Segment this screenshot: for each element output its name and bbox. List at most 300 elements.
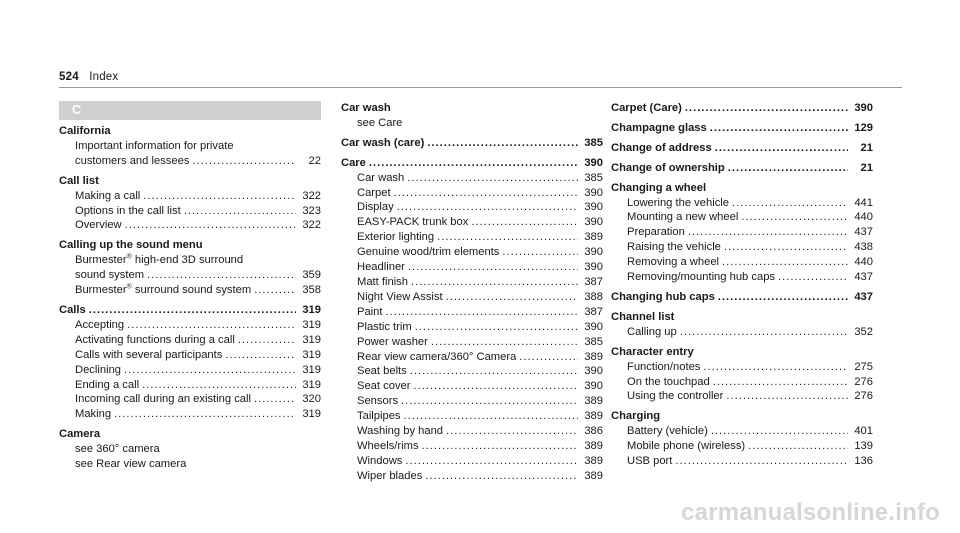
page-reference[interactable]: [851, 225, 873, 240]
entry-text: [59, 125, 111, 137]
page-reference[interactable]: [851, 325, 873, 340]
index-subentry: [611, 196, 873, 211]
index-subentry: [341, 171, 603, 186]
dot-leader: [386, 305, 579, 320]
page-number: 524: [59, 71, 79, 83]
page-link[interactable]: 440: [854, 211, 873, 224]
entry-text: [357, 215, 468, 230]
index-subentry: [59, 363, 321, 378]
dot-leader: [410, 364, 578, 379]
page-reference[interactable]: [581, 409, 603, 424]
dot-leader: [369, 156, 578, 171]
entry-label: California: [59, 125, 111, 137]
entry-text: [357, 186, 391, 201]
dot-leader: [415, 320, 578, 335]
dot-leader: [404, 409, 578, 424]
index-subentry: [59, 139, 321, 154]
page-reference[interactable]: [851, 389, 873, 404]
entry-label: Ending a call: [75, 378, 140, 391]
page-reference[interactable]: [851, 161, 873, 176]
page-link[interactable]: 390: [584, 365, 603, 378]
entry-text: [611, 161, 725, 176]
entry-text: [627, 439, 745, 454]
page-reference[interactable]: [581, 230, 603, 245]
page-reference[interactable]: [851, 270, 873, 285]
page-reference[interactable]: [851, 255, 873, 270]
dot-leader: [411, 275, 578, 290]
dot-leader: [703, 360, 848, 375]
dot-leader: [142, 378, 296, 393]
dot-leader: [685, 101, 848, 116]
page-reference[interactable]: [851, 141, 873, 156]
entry-label: Seat cover: [357, 380, 411, 393]
entry-label: Power washer: [357, 335, 428, 348]
index-heading: [611, 101, 873, 116]
entry-text: [357, 364, 407, 379]
index-subentry: [611, 255, 873, 270]
page-reference[interactable]: [581, 290, 603, 305]
page-link[interactable]: 389: [584, 410, 603, 423]
page-link[interactable]: 389: [584, 439, 603, 452]
entry-text: [341, 136, 424, 151]
dot-leader: [675, 454, 848, 469]
entry-text: [59, 175, 99, 187]
index-subentry: [611, 210, 873, 225]
index-column-2: [341, 101, 603, 484]
entry-text: [75, 189, 140, 204]
entry-label: Character entry: [611, 345, 694, 358]
page-reference[interactable]: [851, 196, 873, 211]
dot-leader: [254, 283, 296, 298]
entry-label: sound system: [75, 269, 145, 282]
page-link[interactable]: 390: [584, 186, 603, 199]
entry-label: Important information for private: [75, 139, 234, 152]
entry-label: EASY-PACK trunk box: [357, 216, 469, 229]
page-reference[interactable]: [851, 439, 873, 454]
entry-label: see Care: [357, 116, 403, 129]
entry-text: [627, 325, 677, 340]
index-subentry: [59, 204, 321, 219]
entry-label: Mounting a new wheel: [627, 211, 739, 224]
entry-text: [75, 333, 235, 348]
page-reference[interactable]: [581, 439, 603, 454]
entry-label-cont: high-end 3D surround: [131, 254, 244, 267]
page-link[interactable]: 389: [584, 395, 603, 408]
entry-label: Paint: [357, 305, 383, 318]
page-reference[interactable]: [581, 275, 603, 290]
page-reference[interactable]: [581, 156, 603, 171]
index-subentry: [341, 230, 603, 245]
entry-label: Channel list: [611, 310, 675, 323]
page-link[interactable]: 358: [302, 284, 321, 297]
entry-label: Genuine wood/trim elements: [357, 246, 500, 259]
index-subentry: [611, 225, 873, 240]
index-subentry: [59, 253, 321, 268]
entry-text: [75, 443, 160, 455]
entry-text: [75, 318, 124, 333]
page-reference[interactable]: [851, 375, 873, 390]
page-reference[interactable]: [851, 210, 873, 225]
page-link[interactable]: 386: [584, 425, 603, 438]
entry-text: [627, 270, 775, 285]
page-reference[interactable]: [299, 303, 321, 318]
dot-leader: [724, 240, 848, 255]
page-reference[interactable]: [851, 360, 873, 375]
entry-text: [357, 379, 410, 394]
page-link[interactable]: 276: [854, 390, 873, 403]
page-reference[interactable]: [581, 136, 603, 151]
page-link[interactable]: 319: [302, 348, 321, 361]
dot-leader: [114, 407, 296, 422]
dot-leader: [408, 260, 578, 275]
entry-text: [627, 255, 719, 270]
index-subentry: [341, 200, 603, 215]
index-heading: [611, 345, 873, 360]
page-reference[interactable]: [299, 268, 321, 283]
index-subentry: [611, 240, 873, 255]
dot-leader: [254, 392, 296, 407]
page-reference[interactable]: [299, 189, 321, 204]
page-link[interactable]: 319: [302, 363, 321, 376]
entry-label: Call list: [59, 174, 99, 187]
page-link[interactable]: 129: [854, 121, 873, 134]
page-link[interactable]: 352: [854, 325, 873, 338]
page-link[interactable]: 389: [584, 469, 603, 482]
entry-text: [357, 290, 443, 305]
page-link[interactable]: 440: [854, 256, 873, 269]
entry-label: Burmester: [75, 284, 127, 297]
dot-leader: [401, 394, 578, 409]
page-reference[interactable]: [581, 364, 603, 379]
dot-leader: [238, 333, 296, 348]
dot-leader: [147, 268, 296, 283]
page-reference[interactable]: [581, 305, 603, 320]
page-reference[interactable]: [299, 348, 321, 363]
page-link[interactable]: 437: [854, 271, 873, 284]
index-heading: [611, 161, 873, 176]
entry-label: Exterior lighting: [357, 231, 435, 244]
dot-leader: [394, 186, 578, 201]
page-link[interactable]: 390: [854, 102, 873, 114]
entry-label: Using the controller: [627, 390, 724, 403]
dot-leader: [726, 389, 848, 404]
page-link[interactable]: 441: [854, 196, 873, 209]
entry-label: Wheels/rims: [357, 439, 419, 452]
page-link[interactable]: 319: [302, 333, 321, 346]
page-link[interactable]: 322: [302, 219, 321, 232]
entry-text: [627, 389, 723, 404]
entry-text: [611, 410, 660, 422]
page-reference[interactable]: [851, 290, 873, 305]
page-link[interactable]: 136: [854, 455, 873, 468]
entry-label: Making: [75, 408, 112, 421]
entry-label: Calls with several participants: [75, 348, 223, 361]
page-link[interactable]: 139: [854, 440, 873, 453]
entry-label: Calls: [59, 303, 86, 316]
entry-label: Care: [341, 156, 366, 169]
entry-text: [75, 458, 186, 470]
entry-text: [59, 428, 100, 440]
index-heading: [59, 238, 321, 253]
section-letter: C: [59, 101, 321, 120]
index-subentry: [341, 439, 603, 454]
index-subentry: [59, 378, 321, 393]
dot-leader: [741, 210, 848, 225]
dot-leader: [127, 318, 296, 333]
index-subentry: [611, 360, 873, 375]
page-link[interactable]: 390: [584, 216, 603, 229]
entry-text: [611, 290, 715, 305]
index-subentry: [611, 375, 873, 390]
page-reference[interactable]: [581, 454, 603, 469]
dot-leader: [143, 189, 296, 204]
entry-text: [611, 101, 682, 116]
entry-label: Removing a wheel: [627, 256, 720, 269]
page-link[interactable]: 319: [302, 303, 321, 316]
page-link[interactable]: 385: [584, 335, 603, 348]
page-link[interactable]: 22: [308, 154, 321, 167]
page-reference[interactable]: [299, 318, 321, 333]
page-link[interactable]: 387: [584, 305, 603, 318]
index-subentry: [59, 457, 321, 472]
header-divider: [59, 87, 902, 88]
dot-leader: [225, 348, 296, 363]
index-heading: [611, 181, 873, 196]
entry-text: [357, 171, 404, 186]
page-reference[interactable]: [581, 186, 603, 201]
entry-label: Options in the call list: [75, 204, 181, 217]
page-reference[interactable]: [581, 245, 603, 260]
entry-text: [75, 218, 122, 233]
page-reference[interactable]: [581, 215, 603, 230]
entry-text: [627, 196, 729, 211]
page-reference[interactable]: [299, 407, 321, 422]
entry-label: Matt finish: [357, 275, 408, 288]
dot-leader: [437, 230, 578, 245]
index-heading: [341, 156, 603, 171]
entry-text: [75, 378, 139, 393]
page-link[interactable]: 437: [854, 290, 873, 303]
page-reference[interactable]: [581, 350, 603, 365]
index-subentry: [611, 454, 873, 469]
index-subentry: [341, 394, 603, 409]
entry-label: Overview: [75, 219, 122, 232]
index-subentry: [611, 270, 873, 285]
index-column-3: [611, 101, 873, 469]
page-link[interactable]: 390: [584, 320, 603, 333]
page-link[interactable]: 401: [854, 425, 873, 438]
index-subentry: [341, 275, 603, 290]
index-subentry: [59, 283, 321, 298]
page-link[interactable]: 21: [860, 161, 873, 174]
index-subentry: [59, 392, 321, 407]
entry-label: customers and lessees: [75, 154, 190, 167]
page-link[interactable]: 387: [584, 275, 603, 288]
page-link[interactable]: 385: [584, 136, 603, 149]
page-link[interactable]: 320: [302, 393, 321, 406]
page-link[interactable]: 21: [860, 141, 873, 154]
page-reference[interactable]: [851, 454, 873, 469]
page-link[interactable]: 390: [584, 261, 603, 274]
entry-label: Mobile phone (wireless): [627, 440, 746, 453]
page-reference[interactable]: [299, 283, 321, 298]
page-reference[interactable]: [299, 378, 321, 393]
page-reference[interactable]: [299, 333, 321, 348]
index-subentry: [59, 407, 321, 422]
page-reference[interactable]: [851, 240, 873, 255]
page-link[interactable]: 359: [302, 269, 321, 282]
entry-label: Change of ownership: [611, 161, 725, 174]
entry-label: Carpet: [357, 186, 391, 199]
entry-text: [611, 141, 712, 156]
dot-leader: [471, 215, 578, 230]
dot-leader: [184, 204, 296, 219]
dot-leader: [397, 200, 578, 215]
dot-leader: [778, 270, 848, 285]
entry-label: Charging: [611, 410, 661, 423]
page-reference[interactable]: [299, 218, 321, 233]
page-link[interactable]: 322: [302, 189, 321, 202]
entry-text: [357, 439, 419, 454]
index-heading: [341, 136, 603, 151]
entry-label: Washing by hand: [357, 425, 444, 438]
dot-leader: [431, 335, 578, 350]
entry-text: [357, 320, 412, 335]
page-link[interactable]: 389: [584, 231, 603, 244]
dot-leader: [748, 439, 848, 454]
dot-leader: [192, 154, 296, 169]
page-reference[interactable]: [581, 379, 603, 394]
dot-leader: [732, 196, 848, 211]
page-reference[interactable]: [299, 154, 321, 169]
page-link[interactable]: 385: [584, 171, 603, 184]
dot-leader: [519, 350, 578, 365]
entry-label: Sensors: [357, 395, 399, 408]
entry-label: Tailpipes: [357, 410, 401, 423]
page-link[interactable]: 275: [854, 360, 873, 373]
dot-leader: [710, 121, 848, 136]
page-reference[interactable]: [581, 171, 603, 186]
entry-label: Champagne glass: [611, 121, 707, 134]
page-link[interactable]: 390: [584, 246, 603, 259]
page-reference[interactable]: [581, 335, 603, 350]
entry-label: USB port: [627, 455, 673, 468]
entry-label: Preparation: [627, 226, 685, 239]
entry-text: [357, 350, 516, 365]
dot-leader: [711, 424, 848, 439]
dot-leader: [728, 161, 848, 176]
entry-text: [75, 204, 181, 219]
entry-text: [75, 363, 121, 378]
page-link[interactable]: 323: [302, 204, 321, 217]
entry-text: [357, 305, 383, 320]
page-link[interactable]: 390: [584, 156, 603, 169]
page-reference[interactable]: [851, 121, 873, 136]
dot-leader: [125, 218, 296, 233]
entry-text: [75, 254, 243, 266]
entry-label: Headliner: [357, 261, 405, 274]
page-reference[interactable]: [581, 200, 603, 215]
entry-text: [357, 200, 394, 215]
entry-text: [59, 239, 203, 251]
entry-text: [357, 230, 434, 245]
dot-leader: [688, 225, 848, 240]
entry-label: see Rear view camera: [75, 458, 187, 471]
entry-label: Windows: [357, 454, 403, 467]
page-reference[interactable]: [581, 424, 603, 439]
page-reference[interactable]: [851, 101, 873, 116]
entry-text: [75, 392, 251, 407]
entry-text: [627, 424, 708, 439]
page-reference[interactable]: [299, 204, 321, 219]
page-reference[interactable]: [299, 392, 321, 407]
page-reference[interactable]: [581, 469, 603, 484]
page-link[interactable]: 388: [584, 290, 603, 303]
page-link[interactable]: 437: [854, 226, 873, 239]
page-link[interactable]: 438: [854, 241, 873, 254]
page-link[interactable]: 319: [302, 378, 321, 391]
dot-leader: [718, 290, 848, 305]
index-subentry: [611, 389, 873, 404]
page-reference[interactable]: [299, 363, 321, 378]
index-heading: [341, 101, 603, 116]
index-subentry: [611, 439, 873, 454]
page-link[interactable]: 390: [584, 201, 603, 214]
index-heading: [611, 290, 873, 305]
index-heading: [59, 303, 321, 318]
entry-label-cont: surround sound system: [131, 284, 252, 297]
page-link[interactable]: 319: [302, 408, 321, 421]
entry-text: [75, 154, 189, 169]
page-link[interactable]: 276: [854, 375, 873, 388]
dot-leader: [413, 379, 578, 394]
index-heading: [59, 427, 321, 442]
dot-leader: [680, 325, 848, 340]
index-heading: [611, 141, 873, 156]
dot-leader: [89, 303, 296, 318]
entry-text: [75, 407, 111, 422]
index-subentry: [341, 320, 603, 335]
entry-label: Camera: [59, 428, 101, 441]
dot-leader: [722, 255, 848, 270]
entry-label: Incoming call during an existing call: [75, 393, 251, 406]
page-reference[interactable]: [851, 424, 873, 439]
entry-text: [627, 210, 738, 225]
dot-leader: [405, 454, 578, 469]
page-link[interactable]: 389: [584, 350, 603, 363]
entry-label: Changing a wheel: [611, 181, 707, 194]
entry-label: Night View Assist: [357, 290, 443, 303]
entry-label: Removing/mounting hub caps: [627, 271, 776, 284]
page-reference[interactable]: [581, 260, 603, 275]
entry-label: Carpet (Care): [611, 102, 682, 114]
entry-text: [627, 240, 721, 255]
entry-label: Car wash: [357, 171, 405, 184]
registered-mark: ®: [126, 253, 132, 261]
page-reference[interactable]: [581, 394, 603, 409]
page-reference[interactable]: [581, 320, 603, 335]
entry-label: Lowering the vehicle: [627, 196, 729, 209]
index-subentry: [59, 333, 321, 348]
entry-label: see 360° camera: [75, 443, 160, 456]
entry-text: [357, 469, 422, 484]
page-header: [59, 71, 118, 83]
entry-label: Wiper blades: [357, 469, 423, 482]
page-link[interactable]: 390: [584, 380, 603, 393]
index-subentry: [341, 379, 603, 394]
page-link[interactable]: 389: [584, 454, 603, 467]
page-link[interactable]: 319: [302, 318, 321, 331]
